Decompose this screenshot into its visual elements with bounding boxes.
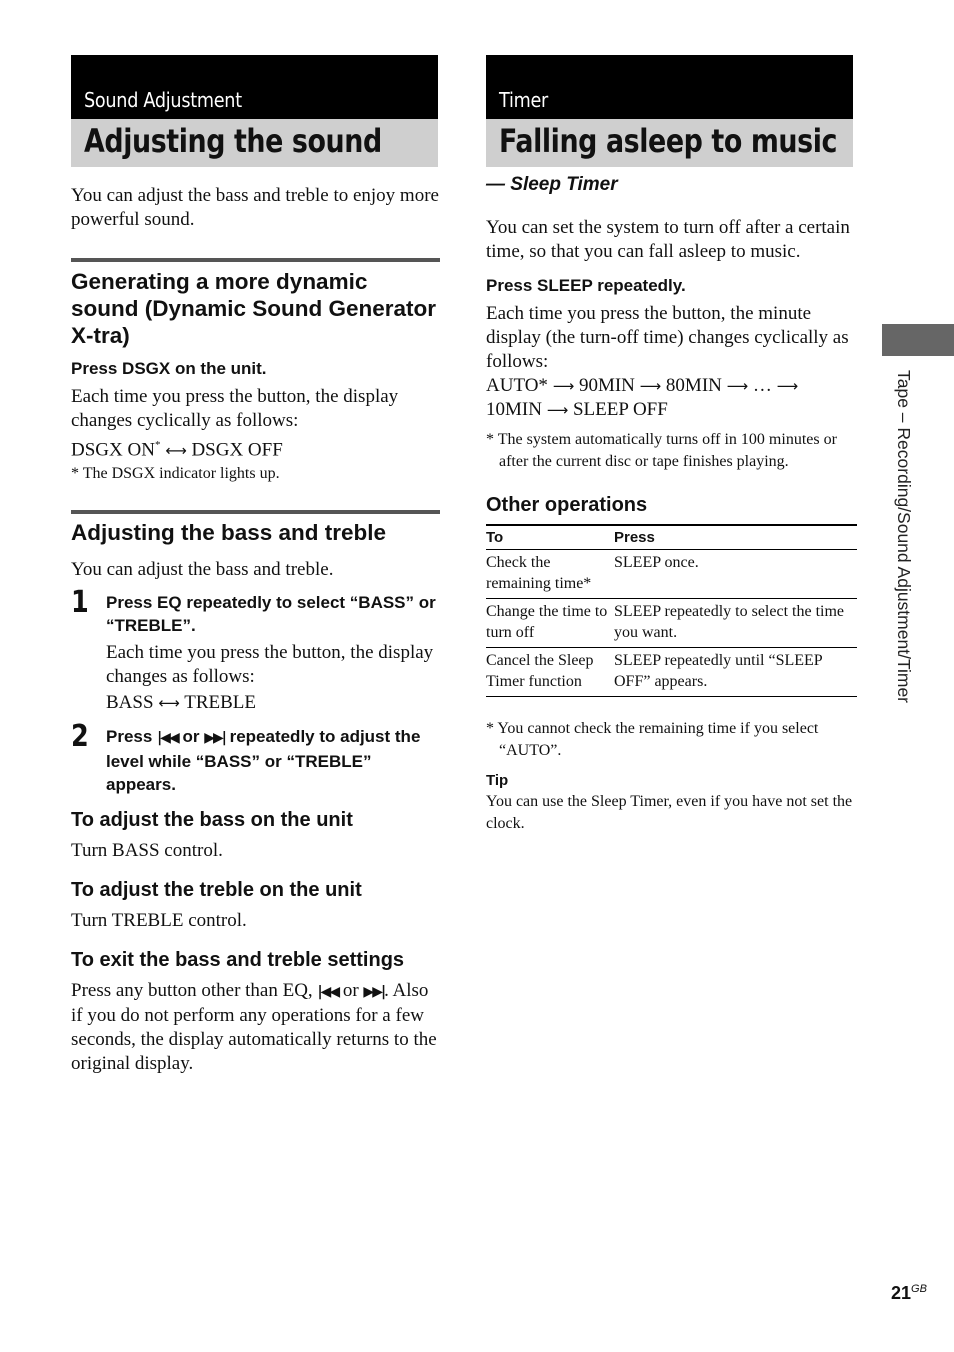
dsgx-off-label: DSGX OFF bbox=[191, 439, 283, 461]
table-cell: Change the time to turn off bbox=[486, 599, 614, 648]
other-operations-heading: Other operations bbox=[486, 494, 648, 516]
right-arrow-icon: ⟶ bbox=[546, 401, 569, 419]
unit-treble-body: Turn TREBLE control. bbox=[71, 910, 247, 932]
double-arrow-icon: ⟷ bbox=[165, 441, 187, 460]
dsgx-heading: Generating a more dynamic sound (Dynamic Sound Generator X-tra) bbox=[71, 269, 437, 348]
page-title: Adjusting the sound bbox=[84, 122, 382, 160]
step-2-or: or bbox=[182, 727, 200, 747]
table-footnote: * You cannot check the remaining time if you select “AUTO”. bbox=[486, 720, 819, 759]
right-arrow-icon: ⟶ bbox=[726, 377, 749, 395]
right-arrow-icon: ⟶ bbox=[639, 377, 662, 395]
sleep-footnote: * The system automatically turns off in 100 minutes or after the current disc or tape finishes playing. bbox=[486, 431, 837, 470]
table-cell: SLEEP once. bbox=[614, 550, 857, 599]
right-arrow-icon: ⟶ bbox=[776, 377, 799, 395]
bass-treble-intro: You can adjust the bass and treble. bbox=[71, 559, 334, 581]
page-number-suffix: GB bbox=[911, 1283, 927, 1295]
table-row bbox=[486, 599, 857, 648]
previous-track-icon: |◀◀ bbox=[317, 984, 339, 1001]
unit-bass-body: Turn BASS control. bbox=[71, 840, 223, 862]
double-arrow-icon: ⟷ bbox=[158, 694, 180, 713]
dsgx-body: Each time you press the button, the display changes cyclically as follows: bbox=[71, 386, 399, 431]
next-track-icon: ▶▶| bbox=[204, 730, 225, 747]
section-category: Sound Adjustment bbox=[84, 88, 242, 112]
chapter-side-text: Tape – Recording/Sound Adjustment/Timer bbox=[894, 370, 914, 704]
treble-label: TREBLE bbox=[184, 692, 256, 714]
step-2 bbox=[71, 719, 440, 796]
page-title-bar bbox=[486, 119, 853, 167]
section-divider bbox=[71, 258, 440, 262]
table-cell: SLEEP repeatedly to select the time you want. bbox=[614, 599, 857, 648]
cycle-step: … bbox=[752, 375, 772, 396]
cycle-step: AUTO* bbox=[486, 375, 548, 396]
step-1-instruction: Press EQ repeatedly to select “BASS” or “TREBLE”. bbox=[106, 593, 436, 636]
sleep-instruction: Press SLEEP repeatedly. bbox=[486, 276, 686, 295]
operations-table bbox=[486, 524, 857, 697]
table-cell: Cancel the Sleep Timer function bbox=[486, 648, 614, 697]
dsgx-on-label: DSGX ON bbox=[71, 439, 155, 461]
sleep-body: Each time you press the button, the minute display (the turn-off time) changes cyclically as follows: bbox=[486, 303, 849, 372]
dsgx-footnote: * The DSGX indicator lights up. bbox=[71, 465, 280, 483]
right-column bbox=[486, 55, 857, 835]
unit-treble-heading: To adjust the treble on the unit bbox=[71, 879, 362, 902]
dsgx-instruction: Press DSGX on the unit. bbox=[71, 359, 267, 378]
step-2-text: repeatedly to adjust the level while “BASS” or “TREBLE” appears. bbox=[106, 727, 421, 795]
previous-track-icon: |◀◀ bbox=[157, 730, 178, 747]
intro-text: You can adjust the bass and treble to enjoy more powerful sound. bbox=[71, 185, 439, 230]
sleep-cycle bbox=[486, 374, 857, 422]
step-1 bbox=[71, 585, 440, 715]
page-number bbox=[891, 1283, 927, 1304]
bass-label: BASS bbox=[106, 692, 154, 714]
next-track-icon: ▶▶| bbox=[363, 984, 385, 1001]
chapter-tab-marker bbox=[882, 324, 954, 356]
section-category-header bbox=[486, 55, 853, 119]
cycle-step: 90MIN bbox=[578, 375, 635, 396]
table-cell: Check the remaining time* bbox=[486, 550, 614, 599]
exit-text: Press any button other than EQ, bbox=[71, 980, 313, 1002]
step-1-body: Each time you press the button, the display changes as follows: bbox=[106, 642, 434, 688]
cycle-step: 80MIN bbox=[665, 375, 722, 396]
column-header: To bbox=[486, 525, 614, 550]
table-row bbox=[486, 550, 857, 599]
table-cell: SLEEP repeatedly until “SLEEP OFF” appears. bbox=[614, 648, 857, 697]
exit-or: or bbox=[342, 980, 359, 1002]
exit-text: . Also if you do not perform any operations for a few seconds, the display automatically returns to the original display. bbox=[71, 980, 437, 1075]
step-2-instruction bbox=[106, 725, 440, 796]
column-header: Press bbox=[614, 525, 857, 550]
page-title-bar bbox=[71, 119, 438, 167]
page-subtitle: — Sleep Timer bbox=[486, 174, 618, 195]
section-category: Timer bbox=[499, 88, 548, 112]
tip-body: You can use the Sleep Timer, even if you have not set the clock. bbox=[486, 793, 853, 832]
exit-heading: To exit the bass and treble settings bbox=[71, 949, 405, 972]
cycle-step: 10MIN bbox=[486, 399, 542, 420]
right-arrow-icon: ⟶ bbox=[552, 377, 575, 395]
page-number-value: 21 bbox=[891, 1283, 912, 1303]
chapter-side-label bbox=[893, 370, 923, 810]
table-header-row bbox=[486, 525, 857, 550]
intro-text: You can set the system to turn off after a certain time, so that you can fall asleep to music. bbox=[486, 217, 850, 262]
table-row bbox=[486, 648, 857, 697]
page-title: Falling asleep to music bbox=[499, 122, 838, 160]
section-divider bbox=[71, 510, 440, 514]
unit-bass-heading: To adjust the bass on the unit bbox=[71, 809, 353, 832]
left-column bbox=[71, 55, 440, 1076]
step-2-text: Press bbox=[106, 727, 153, 747]
cycle-step: SLEEP OFF bbox=[572, 399, 668, 420]
asterisk-mark: * bbox=[154, 439, 161, 451]
step-number: 2 bbox=[71, 719, 89, 755]
step-1-cycle bbox=[106, 691, 440, 715]
dsgx-cycle bbox=[71, 433, 440, 462]
section-category-header bbox=[71, 55, 438, 119]
exit-body bbox=[71, 979, 440, 1076]
bass-treble-heading: Adjusting the bass and treble bbox=[71, 520, 387, 546]
step-number: 1 bbox=[71, 585, 89, 621]
tip-label: Tip bbox=[486, 772, 509, 789]
